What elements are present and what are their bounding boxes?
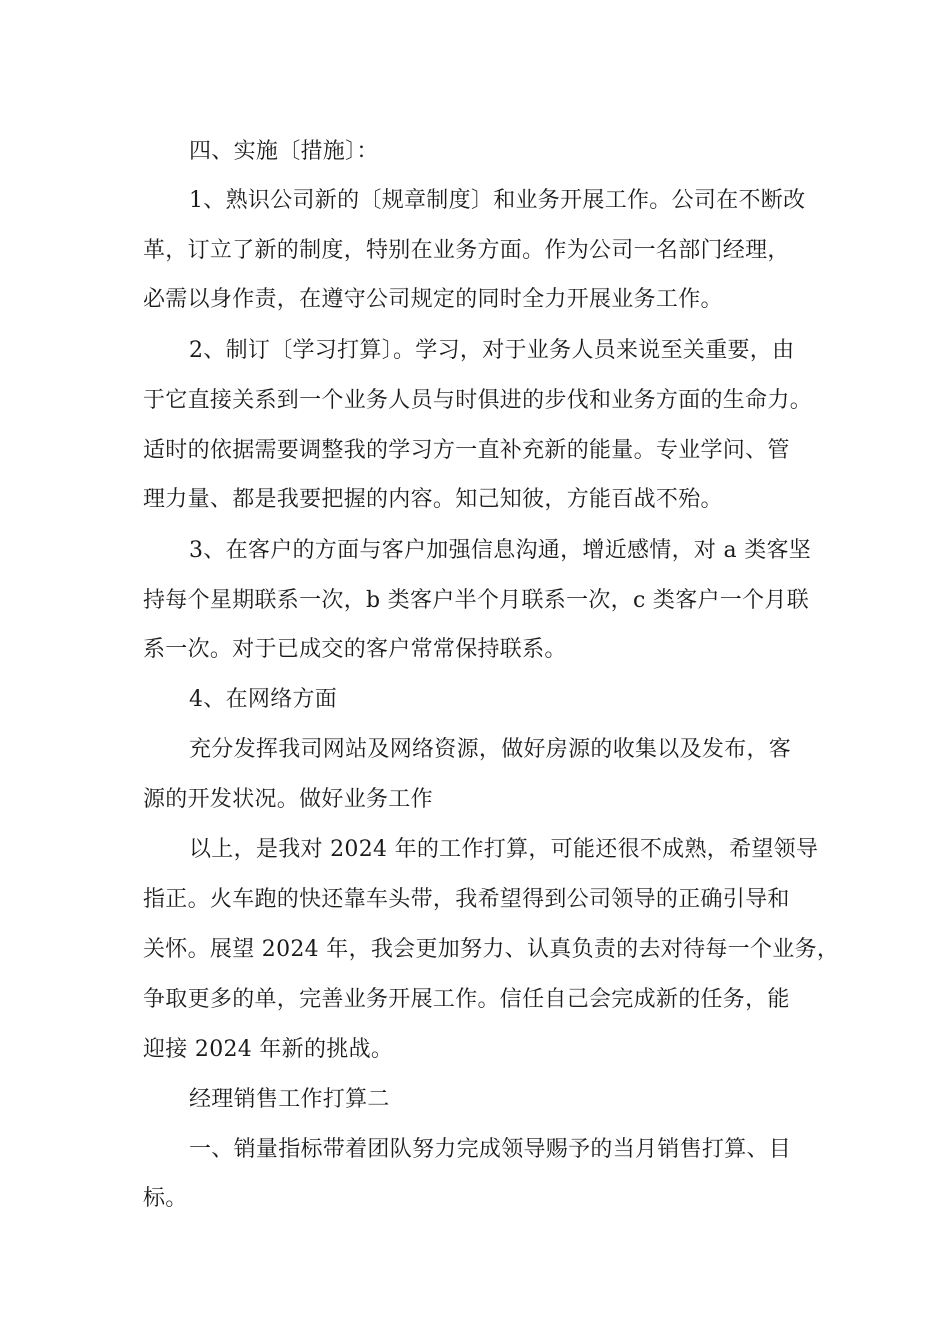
paragraph-line: 2、制订〔学习打算〕。学习，对于业务人员来说至关重要，由 xyxy=(189,338,795,363)
paragraph-line: 关怀。展望 2024 年，我会更加努力、认真负责的去对待每一个业务， xyxy=(143,937,840,962)
paragraph-line: 系一次。对于已成交的客户常常保持联系。 xyxy=(143,637,567,662)
paragraph-line: 充分发挥我司网站及网络资源，做好房源的收集以及发布，客 xyxy=(189,737,792,762)
paragraph-line: 革，订立了新的制度，特别在业务方面。作为公司一名部门经理， xyxy=(143,238,790,263)
paragraph-line: 持每个星期联系一次，b 类客户半个月联系一次，c 类客户一个月联 xyxy=(143,588,809,613)
paragraph-line: 3、在客户的方面与客户加强信息沟通，增近感情，对 a 类客坚 xyxy=(189,538,812,563)
paragraph-line: 迎接 2024 年新的挑战。 xyxy=(143,1037,394,1062)
paragraph-line: 必需以身作责，在遵守公司规定的同时全力开展业务工作。 xyxy=(143,287,723,312)
paragraph-line: 指正。火车跑的快还靠车头带，我希望得到公司领导的正确引导和 xyxy=(143,887,790,912)
paragraph-line: 理力量、都是我要把握的内容。知己知彼，方能百战不殆。 xyxy=(143,487,723,512)
section-heading-measures: 四、实施〔措施〕： xyxy=(189,139,379,164)
paragraph-line: 适时的依据需要调整我的学习方一直补充新的能量。专业学问、管 xyxy=(143,438,790,463)
paragraph-line: 一、销量指标带着团队努力完成领导赐予的当月销售打算、目 xyxy=(189,1137,792,1162)
paragraph-line: 4、在网络方面 xyxy=(189,687,338,712)
paragraph-line: 于它直接关系到一个业务人员与时俱进的步伐和业务方面的生命力。 xyxy=(143,388,813,413)
paragraph-line: 以上，是我对 2024 年的工作打算，可能还很不成熟，希望领导 xyxy=(189,837,819,862)
section-heading-sales-plan-two: 经理销售工作打算二 xyxy=(189,1087,390,1112)
paragraph-line: 争取更多的单，完善业务开展工作。信任自己会完成新的任务，能 xyxy=(143,987,790,1012)
paragraph-line: 1、熟识公司新的〔规章制度〕和业务开展工作。公司在不断改 xyxy=(189,188,806,213)
paragraph-line: 源的开发状况。做好业务工作 xyxy=(143,787,433,812)
paragraph-line: 标。 xyxy=(143,1186,188,1211)
